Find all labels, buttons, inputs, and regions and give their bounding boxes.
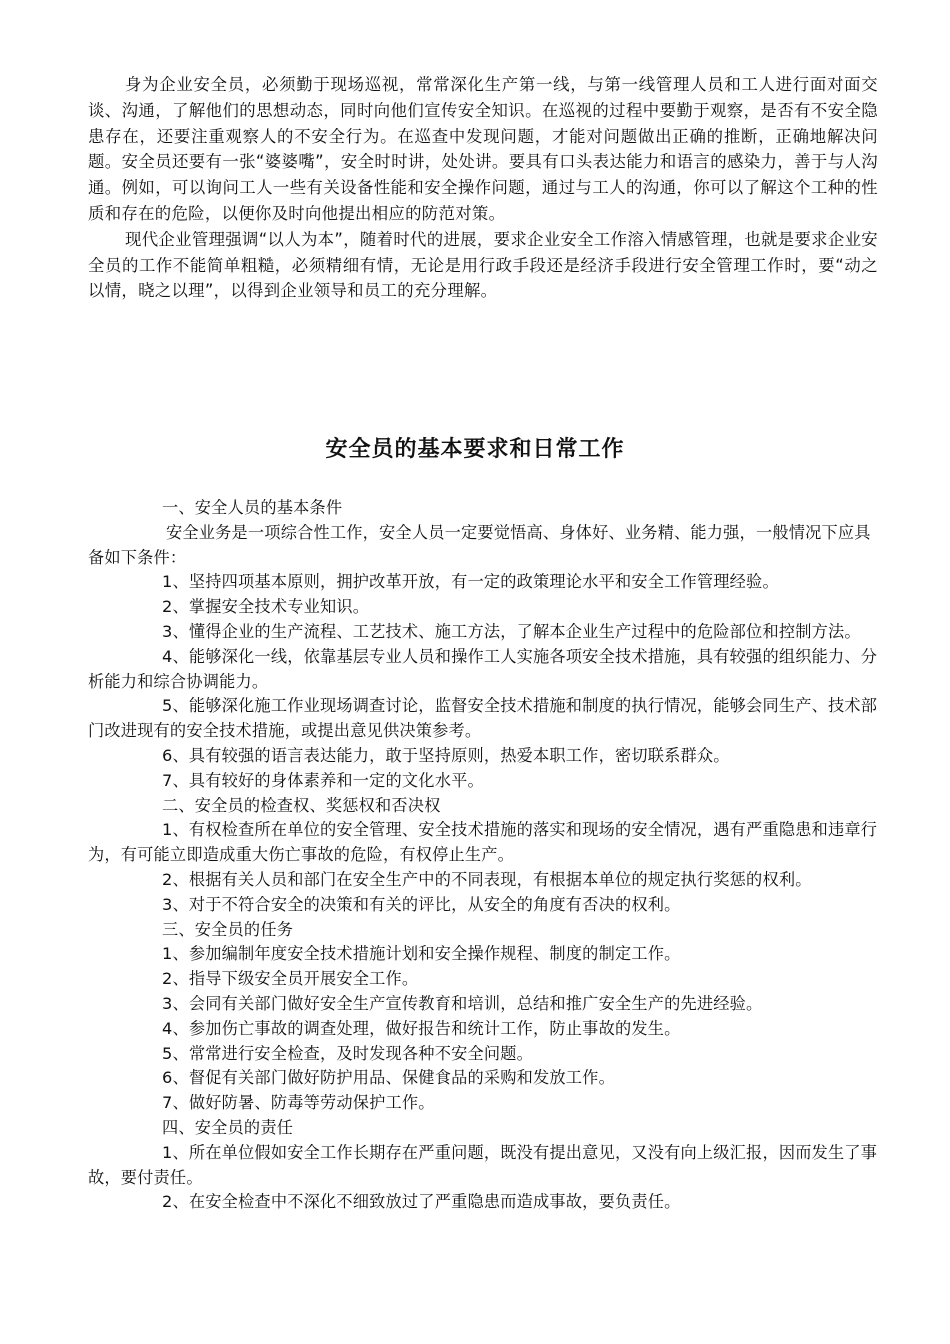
list-item: 3、会同有关部门做好安全生产宣传教育和培训，总结和推广安全生产的先进经验。 — [162, 993, 763, 1013]
list-item: 2、在安全检查中不深化不细致放过了严重隐患而造成事故，要负责任。 — [162, 1192, 681, 1212]
list-item: 6、具有较强的语言表达能力，敢于坚持原则，热爱本职工作，密切联系群众。 — [162, 745, 730, 765]
list-item: 7、做好防暑、防毒等劳动保护工作。 — [162, 1093, 435, 1113]
list-item: 3、懂得企业的生产流程、工艺技术、施工方法，了解本企业生产过程中的危险部位和控制方法。 — [162, 621, 861, 641]
list-item: 1、坚持四项基本原则，拥护改革开放，有一定的政策理论水平和安全工作管理经验。 — [162, 572, 779, 592]
section-heading: 一、安全人员的基本条件 — [162, 498, 343, 517]
intro-paragraph: 身为企业安全员，必须勤于现场巡视，常常深化生产第一线，与第一线管理人员和工人进行面对面交谈、沟通，了解他们的思想动态，同时向他们宣传安全知识。在巡视的过程中要勤于观察，是否有不安全隐患存在，还要注重观察人的不安全行为。在巡查中发现问题，才能对问题做出正确的推断，正确地解决问题。安全员还要有一张“婆婆嘴”，安全时时讲，处处讲。要具有口头表达能力和语言的感染力，善于与人沟通。例如，可以询问工人一些有关设备性能和安全操作问题，通过与工人的沟通，你可以了解这个工种的性质和存在的危险，以便你及时向他提出相应的防范对策。 — [88, 75, 878, 223]
section-intro: 安全业务是一项综合性工作，安全人员一定要觉悟高、身体好、业务精、能力强，一般情况下应具备如下条件： — [88, 522, 871, 567]
list-item: 1、参加编制年度安全技术措施计划和安全操作规程、制度的制定工作。 — [162, 944, 681, 964]
intro-paragraph: 现代企业管理强调“以人为本”，随着时代的进展，要求企业安全工作溶入情感管理，也就是要求企业安全员的工作不能简单粗糙，必须精细有情，无论是用行政手段还是经济手段进行安全管理工作时，要“动之以情，晓之以理”，以得到企业领导和员工的充分理解。 — [88, 229, 878, 301]
intro-text — [88, 72, 878, 304]
section-heading: 四、安全员的责任 — [162, 1117, 294, 1137]
list-item: 1、有权检查所在单位的安全管理、安全技术措施的落实和现场的安全情况，遇有严重隐患和违章行为，有可能立即造成重大伤亡事故的危险，有权停止生产。 — [88, 820, 878, 865]
section-heading: 三、安全员的任务 — [162, 919, 294, 939]
section-heading: 二、安全员的检查权、奖惩权和否决权 — [162, 795, 441, 815]
list-item: 2、掌握安全技术专业知识。 — [162, 597, 370, 617]
list-item: 6、督促有关部门做好防护用品、保健食品的采购和发放工作。 — [162, 1068, 615, 1088]
list-item: 2、指导下级安全员开展安全工作。 — [162, 969, 419, 989]
list-item: 1、所在单位假如安全工作长期存在严重问题，既没有提出意见，又没有向上级汇报，因而发生了事故，要付责任。 — [88, 1142, 878, 1187]
list-item: 7、具有较好的身体素养和一定的文化水平。 — [162, 770, 484, 790]
document-body — [88, 496, 878, 1215]
list-item: 4、参加伤亡事故的调查处理，做好报告和统计工作，防止事故的发生。 — [162, 1018, 681, 1038]
list-item: 4、能够深化一线，依靠基层专业人员和操作工人实施各项安全技术措施，具有较强的组织能力、分析能力和综合协调能力。 — [88, 646, 878, 691]
list-item: 5、能够深化施工作业现场调查讨论，监督安全技术措施和制度的执行情况，能够会同生产、技术部门改进现有的安全技术措施，或提出意见供决策参考。 — [88, 696, 878, 741]
list-item: 2、根据有关人员和部门在安全生产中的不同表现，有根据本单位的规定执行奖惩的权利。 — [162, 869, 812, 889]
list-item: 5、常常进行安全检查，及时发现各种不安全问题。 — [162, 1043, 534, 1063]
document-title: 安全员的基本要求和日常工作 — [325, 437, 625, 462]
list-item: 3、对于不符合安全的决策和有关的评比，从安全的角度有否决的权利。 — [162, 894, 681, 914]
